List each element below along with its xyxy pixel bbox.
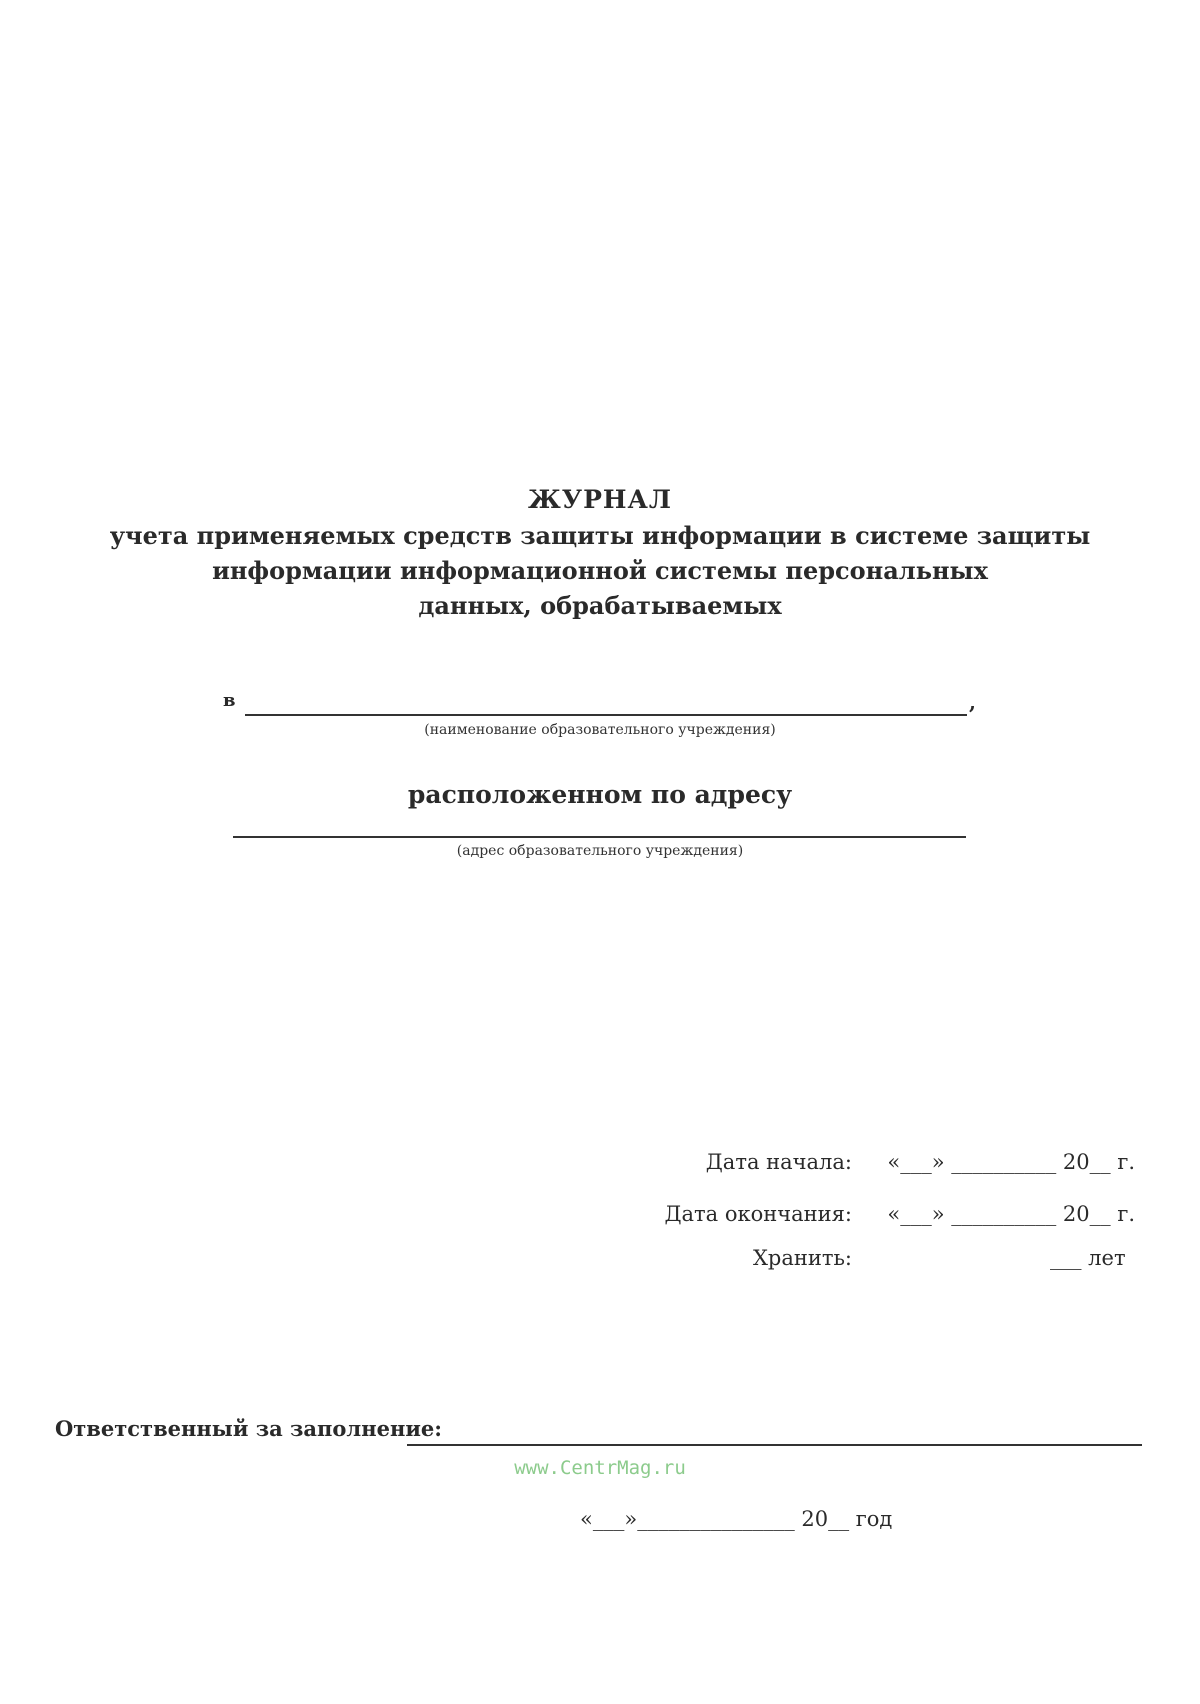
responsible-row <box>55 1416 1145 1456</box>
address-caption: (адрес образовательного учреждения) <box>456 843 744 859</box>
start-date-label: Дата начала: <box>705 1150 852 1174</box>
organization-caption: (наименование образовательного учреждения) <box>424 722 776 738</box>
responsible-label: Ответственный за заполнение: <box>55 1416 443 1441</box>
store-label: Хранить: <box>752 1246 852 1270</box>
watermark: www.CentrMag.ru <box>514 1457 686 1479</box>
store-value: ___ лет <box>1050 1246 1126 1270</box>
bottom-date: «___»_______________ 20__ год <box>580 1507 893 1531</box>
organization-fill-line <box>245 714 967 716</box>
organization-comma: , <box>969 690 976 714</box>
start-date-row <box>0 1150 1200 1182</box>
document-subtitle-line-1: учета применяемых средств защиты информации в системе защиты <box>109 521 1091 550</box>
end-date-row <box>0 1202 1200 1234</box>
start-date-value: «___» __________ 20__ г. <box>887 1150 1135 1174</box>
end-date-value: «___» __________ 20__ г. <box>887 1202 1135 1226</box>
document-title: ЖУРНАЛ <box>528 485 672 514</box>
responsible-fill-line <box>407 1444 1142 1446</box>
document-title-block <box>0 482 1200 623</box>
organization-prefix: в <box>223 690 236 711</box>
organization-row <box>223 690 983 720</box>
document-subtitle-line-2: информации информационной системы персональных <box>212 556 988 585</box>
address-fill-line <box>233 836 966 838</box>
address-title: расположенном по адресу <box>407 780 793 809</box>
end-date-label: Дата окончания: <box>664 1202 852 1226</box>
document-subtitle-line-3: данных, обрабатываемых <box>418 591 782 620</box>
store-row <box>0 1246 1200 1278</box>
